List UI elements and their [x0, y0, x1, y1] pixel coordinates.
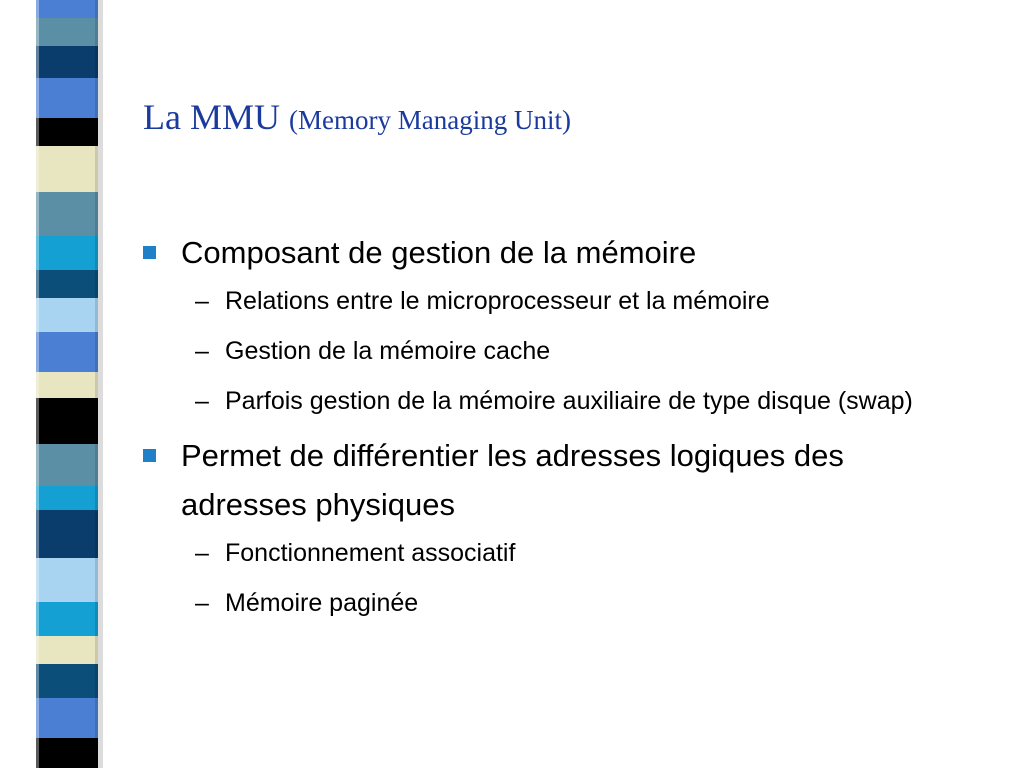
stripe-segment [36, 636, 98, 664]
stripe-segment [36, 398, 98, 444]
stripe-segment [36, 146, 98, 192]
stripe-segment [36, 78, 98, 118]
stripe-segment [36, 298, 98, 332]
sub-bullet-text: Relations entre le microprocesseur et la mémoire [225, 287, 770, 315]
stripe-segment [36, 372, 98, 398]
dash-bullet: – [195, 539, 209, 567]
sub-bullet-item [143, 381, 945, 421]
sub-bullet-item [143, 583, 993, 623]
stripe-segment [36, 236, 98, 270]
stripe-segment [36, 18, 98, 46]
bullet-item [143, 431, 961, 529]
slide-body [143, 228, 993, 633]
slide-title-main: La MMU [143, 97, 280, 137]
square-bullet-icon [143, 246, 156, 259]
stripe-segment [36, 118, 98, 146]
slide-title-subtitle: (Memory Managing Unit) [289, 105, 571, 135]
dash-bullet: – [195, 337, 209, 365]
decorative-stripe-band [36, 0, 98, 768]
sub-bullet-item [143, 533, 993, 573]
stripe-segment [36, 0, 98, 18]
square-bullet-icon [143, 449, 156, 462]
bullet-text: Permet de différentier les adresses logiques des adresses physiques [181, 438, 844, 522]
stripe-segment [36, 444, 98, 486]
sub-bullet-text: Mémoire paginée [225, 589, 419, 617]
sub-bullet-item [143, 281, 993, 321]
stripe-segment [36, 510, 98, 558]
sub-bullet-text: Fonctionnement associatif [225, 539, 516, 567]
dash-bullet: – [195, 387, 209, 415]
stripe-edge [95, 0, 98, 768]
sub-bullet-text: Gestion de la mémoire cache [225, 337, 551, 365]
stripe-edge [36, 0, 39, 768]
stripe-segment [36, 738, 98, 768]
stripe-segment [36, 332, 98, 372]
stripe-segment [36, 192, 98, 236]
stripe-segment [36, 46, 98, 78]
stripe-segment [36, 270, 98, 298]
sub-bullet-text: Parfois gestion de la mémoire auxiliaire de type disque (swap) [225, 387, 913, 415]
stripe-segment [36, 664, 98, 698]
bullet-text: Composant de gestion de la mémoire [181, 235, 697, 270]
dash-bullet: – [195, 287, 209, 315]
stripe-segment [36, 602, 98, 636]
stripe-segment [36, 486, 98, 510]
stripe-segment [36, 698, 98, 738]
stripe-segment [36, 558, 98, 602]
bullet-item [143, 228, 993, 277]
slide-title [143, 95, 1003, 142]
sub-bullet-item [143, 331, 993, 371]
dash-bullet: – [195, 589, 209, 617]
